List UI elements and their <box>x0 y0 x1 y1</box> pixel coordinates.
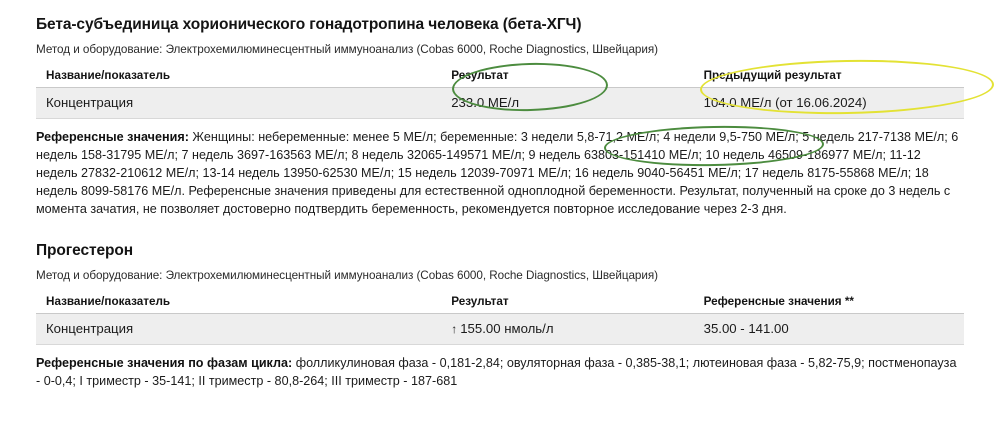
column-header-result: Результат <box>441 291 693 314</box>
document-content <box>36 0 964 391</box>
reference-values-label: Референсные значения по фазам цикла: <box>36 356 293 371</box>
reference-values-progesterone <box>36 355 964 391</box>
cell-result-value <box>441 314 693 345</box>
result-table-hcg <box>36 65 964 119</box>
table-header-row <box>36 291 964 314</box>
table-row <box>36 88 964 119</box>
cell-reference-range: 35.00 - 141.00 <box>694 314 964 345</box>
method-line-progesterone: Метод и оборудование: Электрохемилюминесцентный иммуноанализ (Cobas 6000, Roche Diagnostics, Швейцария) <box>36 269 658 283</box>
section-spacer <box>36 218 964 242</box>
column-header-result: Результат <box>441 65 693 88</box>
cell-result-value: 233.0 МЕ/л <box>441 88 693 119</box>
section-title-progesterone: Прогестерон <box>36 242 133 260</box>
table-header-row <box>36 65 964 88</box>
result-table-progesterone <box>36 291 964 345</box>
reference-values-label: Референсные значения: <box>36 130 189 144</box>
column-header-previous-result: Предыдущий результат <box>694 65 964 88</box>
cell-indicator-name: Концентрация <box>36 314 441 345</box>
reference-values-text: фолликулиновая фаза - 0,181-2,84; овуляторная фаза - 0,385-38,1; лютеиновая фаза - 5,82-75,9; постменопауза - 0-0,4; I триместр - 35-141; II триместр - 80,8-264; III триместр - 187-681 <box>36 356 957 389</box>
cell-previous-result: 104.0 МЕ/л (от 16.06.2024) <box>694 88 964 119</box>
high-value-arrow-icon: ↑ <box>451 322 458 337</box>
column-header-reference-values: Референсные значения ** <box>694 291 964 314</box>
section-title-hcg: Бета-субъединица хорионического гонадотропина человека (бета-ХГЧ) <box>36 16 582 33</box>
column-header-name: Название/показатель <box>36 291 441 314</box>
reference-values-hcg <box>36 129 964 218</box>
table-row <box>36 314 964 345</box>
column-header-name: Название/показатель <box>36 65 441 88</box>
cell-indicator-name: Концентрация <box>36 88 441 119</box>
reference-values-text: Женщины: небеременные: менее 5 МЕ/л; беременные: 3 недели 5,8-71,2 МЕ/л; 4 недели 9,5-750 МЕ/л; 5 недель 217-7138 МЕ/л; 6 недель 158-31795 МЕ/л; 7 недель 3697-163563 МЕ/л; 8 недель 32065-149571 МЕ/л; 9 недель 63803-151410 МЕ/л; 10 недель 46509-186977 МЕ/л; 11-12 недель 27832-210612 МЕ/л; 13-14 недель 13950-62530 МЕ/л; 15 недель 12039-70971 МЕ/л; 16 недель 9040-56451 МЕ/л; 17 недель 8175-55868 МЕ/л; 18 недель 8099-58176 МЕ/л. Референсные значения приведены для естественной одноплодной беременности. Результат, полученный на сроке до 3 недель с момента зачатия, не позволяет достоверно подтвердить беременность, рекомендуется повторное исследование через 2-3 дня. <box>36 130 959 216</box>
cell-result-value-text: 155.00 нмоль/л <box>460 321 554 337</box>
method-line-hcg: Метод и оборудование: Электрохемилюминесцентный иммуноанализ (Cobas 6000, Roche Diagnostics, Швейцария) <box>36 43 658 56</box>
